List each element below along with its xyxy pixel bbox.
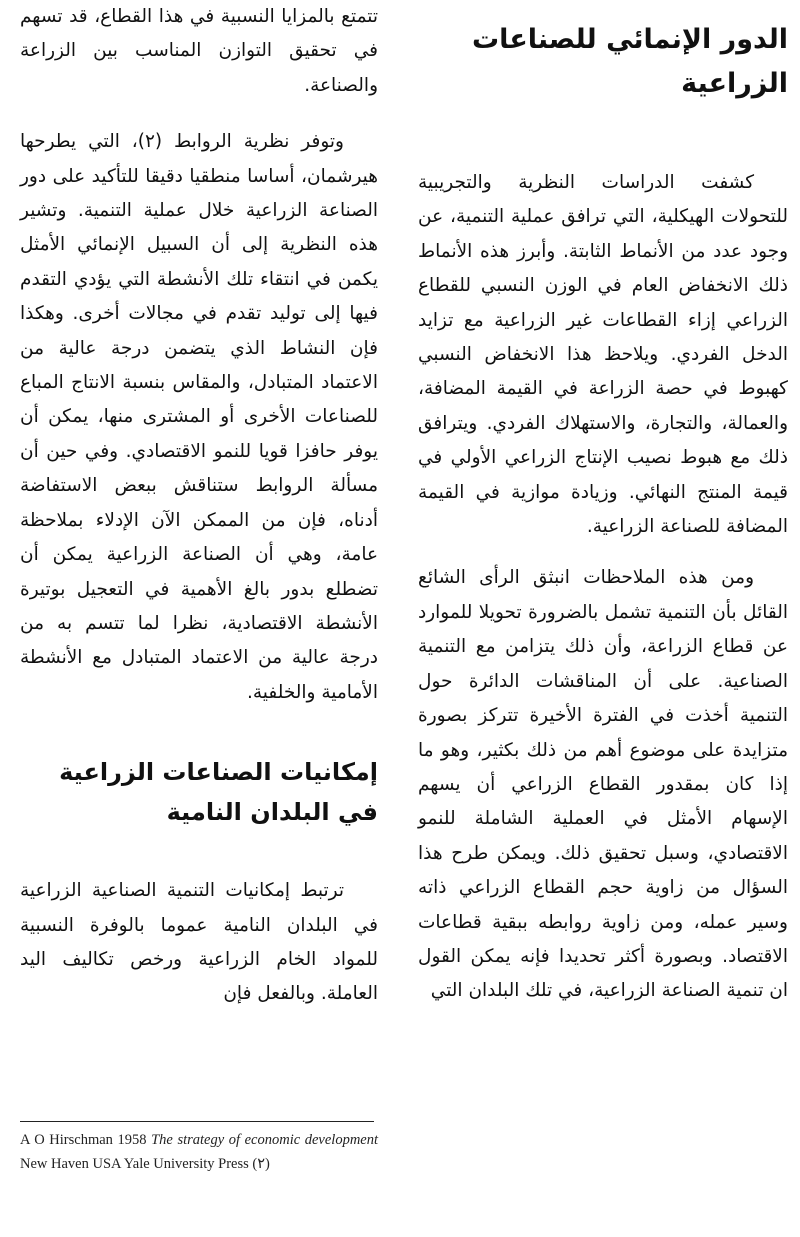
footnote-source: A O Hirschman 1958 (20, 1132, 147, 1148)
section-heading-developmental-role: الدور الإنمائي للصناعات الزراعية (472, 24, 788, 99)
footnote-publisher: New Haven USA Yale University Press (20, 1156, 249, 1172)
paragraph-continuation: تتمتع بالمزايا النسبية في هذا القطاع، قد تسهم في تحقيق التوازن المناسب بين الزراعة والصناعة. (20, 6, 378, 96)
section-heading-developing-countries: إمكانيات الصناعات الزراعية في البلدان النامية (59, 758, 378, 827)
paragraph: ترتبط إمكانيات التنمية الصناعية الزراعية في البلدان النامية عموما بالوفرة النسبية للمواد الخام الزراعية ورخص تكاليف اليد العاملة. وبالفعل فإن (20, 880, 378, 1005)
right-column (418, 0, 788, 1009)
paragraph: ومن هذه الملاحظات انبثق الرأى الشائع القائل بأن التنمية تشمل بالضرورة تحويلا للموارد عن قطاع الزراعة، وأن ذلك يتزامن مع التنمية الصناعية. على أن المناقشات الدائرة حول التنمية أخذت في الفترة الأخيرة تتركز بصورة متزايدة على موضوع أهم من ذلك بكثير، وهو ما إذا كان بمقدور القطاع الزراعي أن يسهم الإسهام الأمثل في العملية الشاملة للنمو الاقتصادي، وسبل تحقيق ذلك. ويمكن طرح هذا السؤال من زاوية حجم القطاع الزراعي ذاته وسير عمله، ومن زاوية روابطه ببقية قطاعات الاقتصاد. وبصورة أكثر تحديدا فإنه يمكن القول ان تنمية الصناعة الزراعية، في تلك البلدان التي (418, 567, 788, 1002)
footnote (20, 1128, 378, 1176)
left-column (20, 0, 378, 1012)
footnote-divider (20, 1121, 374, 1122)
paragraph: وتوفر نظرية الروابط (٢)، التي يطرحها هيرشمان، أساسا منطقيا دقيقا للتأكيد على دور الصناعة الزراعية خلال عملية التنمية. وتشير هذه النظرية إلى أن السبيل الإنمائي الأمثل يكمن في انتقاء تلك الأنشطة التي يؤدي التقدم فيها إلى توليد تقدم في مجالات أخرى. وهكذا فإن النشاط الذي يتضمن درجة عالية من الاعتماد المتبادل، والمقاس بنسبة الانتاج المباع للصناعات الأخرى أو المشترى منها، يمكن أن يوفر حافزا قويا للنمو الاقتصادي. وفي حين أن مسألة الروابط ستناقش ببعض الاستفاضة أدناه، فإن من الممكن الآن الإدلاء بملاحظة عامة، وهي أن الصناعة الزراعية يمكن أن تضطلع بدور بالغ الأهمية في التعجيل بوتيرة الأنشطة الاقتصادية، نظرا لما تتسم به من درجة عالية من الاعتماد المتبادل مع الأنشطة الأمامية والخلفية. (20, 131, 378, 703)
footnote-marker: (٢) (252, 1156, 270, 1172)
footnote-title: The strategy of economic development (151, 1132, 379, 1148)
paragraph: كشفت الدراسات النظرية والتجريبية للتحولات الهيكلية، التي ترافق عملية التنمية، عن وجود عدد من الأنماط الثابتة. وأبرز هذه الأنماط ذلك الانخفاض العام في الوزن النسبي للقطاع الزراعي إزاء القطاعات غير الزراعية مع تزايد الدخل الفردي. ويلاحظ هذا الانخفاض النسبي كهبوط في حصة الزراعة في القيمة المضافة، والعمالة، والتجارة، والاستهلاك الفردي. ويترافق ذلك مع هبوط نصيب الإنتاج الزراعي الأولي في قيمة المنتج النهائي. وزيادة موازية في القيمة المضافة للصناعة الزراعية. (418, 172, 788, 538)
